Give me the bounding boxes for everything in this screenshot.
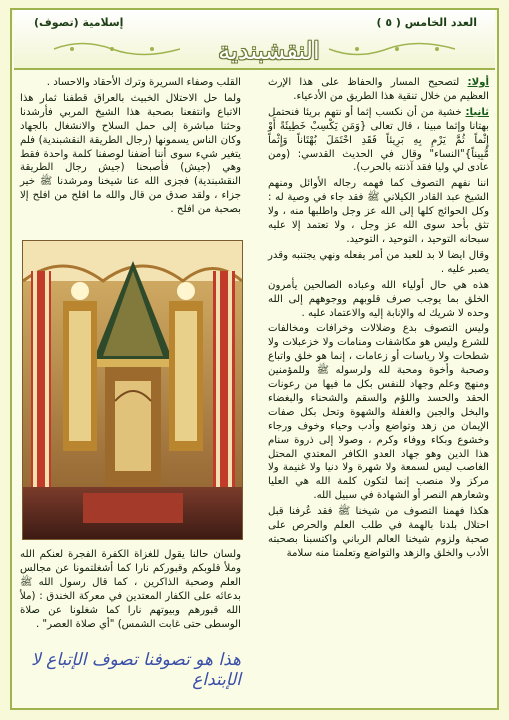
paragraph (20, 548, 241, 631)
mosque-interior-illustration (23, 241, 242, 539)
masthead-title: النقشبندية (218, 37, 320, 65)
paragraph-text: وقال ايضا لا بد للعبد من أمر يفعله ونهي يجتنبه وقدر يصبر عليه . (268, 249, 489, 275)
paragraph-text: هكذا فهمنا التصوف من شيخنا ﷺ فقد عُرفنا قبل احتلال بلدنا بالهمة في طلب العلم والحرص على صحبة ولزوم شيخنا العالم الرباني واكتسبنا بصحبته الأدب والخلق والزهد والتواضع وتعلمنا منه سلامة (268, 506, 489, 559)
paragraph-text: هذه هي حال أولياء الله وعباده الصالحين يأمرون الخلق بما يوجب صرف قلوبهم ووجوههم إلى الله وحده لا شريك له والإنابة إليه والاعتماد عليه . (268, 279, 489, 319)
paragraph (20, 92, 241, 217)
paragraph-text: وليس التصوف بدع وضلالات وخرافات ومخالفات للشرع وليس هو مكاشفات ومنامات ولا خزعبلات ولا شطحات ولا رياسات أو زعامات ، إنما هو خلق واتباع وصحبة وأخوة ومحبة لله ولرسوله ﷺ وللمؤمنين ومنهج وعلم وجهاد للنفس بكل ما فيها من رعونات الحقد والحسد واللؤم والسقم والشحناء والبغضاء والبخل والجبن والغفلة والشهوة وتحل بكل صفات الإيمان من زهد وتواضع وأدب وحياء وخوف ورجاء وخشوع وبكاء ووفاء وكرم ، وصولا إلى ذروة سنام هذا الدين وهو جهاد العدو الكافر المعتدي المحتل الغاصب ليس لسمعة ولا شهرة ولا دنيا ولا غنيمة ولا مركز ولا منصب إنما لتكون كلمة الله هي العليا وشعارهم النصر أو الشهادة في سبيل الله. (268, 323, 489, 502)
paragraph (268, 279, 489, 321)
paragraph (20, 76, 241, 90)
paragraph-text: ولسان حالنا يقول للغزاة الكفرة الفجرة لعنكم الله وملأ قلوبكم وقبوركم نارا كما أشغلتمونا عن مجالس العلم وصحبة الذاكرين ، كما قال رسول الله ﷺ بدعائه على الكفار المعتدين في معركة الخندق : (ملأ الله قبورهم وبيوتهم نارا كما شغلونا عن صلاة الوسطى حتى غابت الشمس) "أي صلاة العصر" . (20, 549, 241, 630)
paragraph (268, 106, 489, 176)
paragraph-label: ثانيا: (465, 106, 489, 118)
paragraph-text: اننا نفهم التصوف كما فهمه رجاله الأوائل ومنهم الشيخ عبد القادر الكيلاني ﷺ فقد جاء في وصية له : وكل الحوائج كلها إلى الله عز وجل واطلبها منه ، ولا تثق بأحد سوى الله عز وجل ، ولا تعتمد إلا عليه سبحانه التوحيد ، التوحيد ، التوحيد. (268, 178, 489, 245)
paragraph-text: لتصحيح المسار والحفاظ على هذا الإرث العظيم من خلال تنقية هذا الطريق من الأدعياء. (268, 77, 489, 102)
paragraph-label: أولا: (467, 77, 489, 88)
page-header (14, 10, 495, 70)
paragraph-text: ولما حل الاحتلال الخبيث بالعراق قطفنا ثمار هذا الاتباع وانتفعنا بصحبة هذا الشيخ المربي فأرشدنا وحثنا مباشرة إلى حمل السلاح والانشغال بالجهاد وكان الناس يسمونها (رجال الطريقة النقشبندية) فلم يتغير شيء سوى أننا أضفنا لوصفنا كلمة واحدة فقط وهي (جيش) فأصبحنا (جيش رجال الطريقة النقشبندية) فجزى الله عنا شيخنا ومرشدنا ﷺ خير جزاء ، ولقد صدق من قال والله ما افلح من افلح إلا بصحبة من افلح . (20, 92, 241, 216)
paragraph (268, 322, 489, 503)
motto-text: هذا هو تصوفنا تصوف الإتباع لا الإبتداع (31, 650, 241, 690)
paragraph (268, 505, 489, 561)
right-column (268, 76, 489, 563)
issue-number: العدد الخامس ( ٥ ) (376, 16, 477, 29)
section-label: إسلامية (تصوف) (34, 16, 124, 29)
masthead (184, 30, 354, 72)
paragraph-text: القلب وصفاء السريرة وترك الأحقاد والاحساد . (46, 77, 241, 88)
paragraph (268, 76, 489, 104)
left-column-top (20, 76, 241, 219)
paragraph (268, 249, 489, 277)
motto (22, 648, 241, 692)
paragraph (268, 177, 489, 247)
mosque-interior-photo (22, 240, 243, 540)
left-column-bottom (20, 548, 241, 633)
paragraph-text: خشية من أن نكسب إثما أو نتهم بريئا فنحتمل بهتانا وإثما مبينا ، قال تعالى {وَمَن يَكْسِبْ خَطِيئَةً أَوْ إِثْماً ثُمَّ يَرْمِ بِهِ بَرِيئاً فَقَدِ احْتَمَلَ بُهْتَاناً وَإِثْماً مُّبِيناً}"النساء" وقال في الحديث القدسي: (ومن عادى لي وليا فقد آذنته بالحرب). (268, 106, 489, 174)
header-ornament-left (52, 38, 182, 60)
